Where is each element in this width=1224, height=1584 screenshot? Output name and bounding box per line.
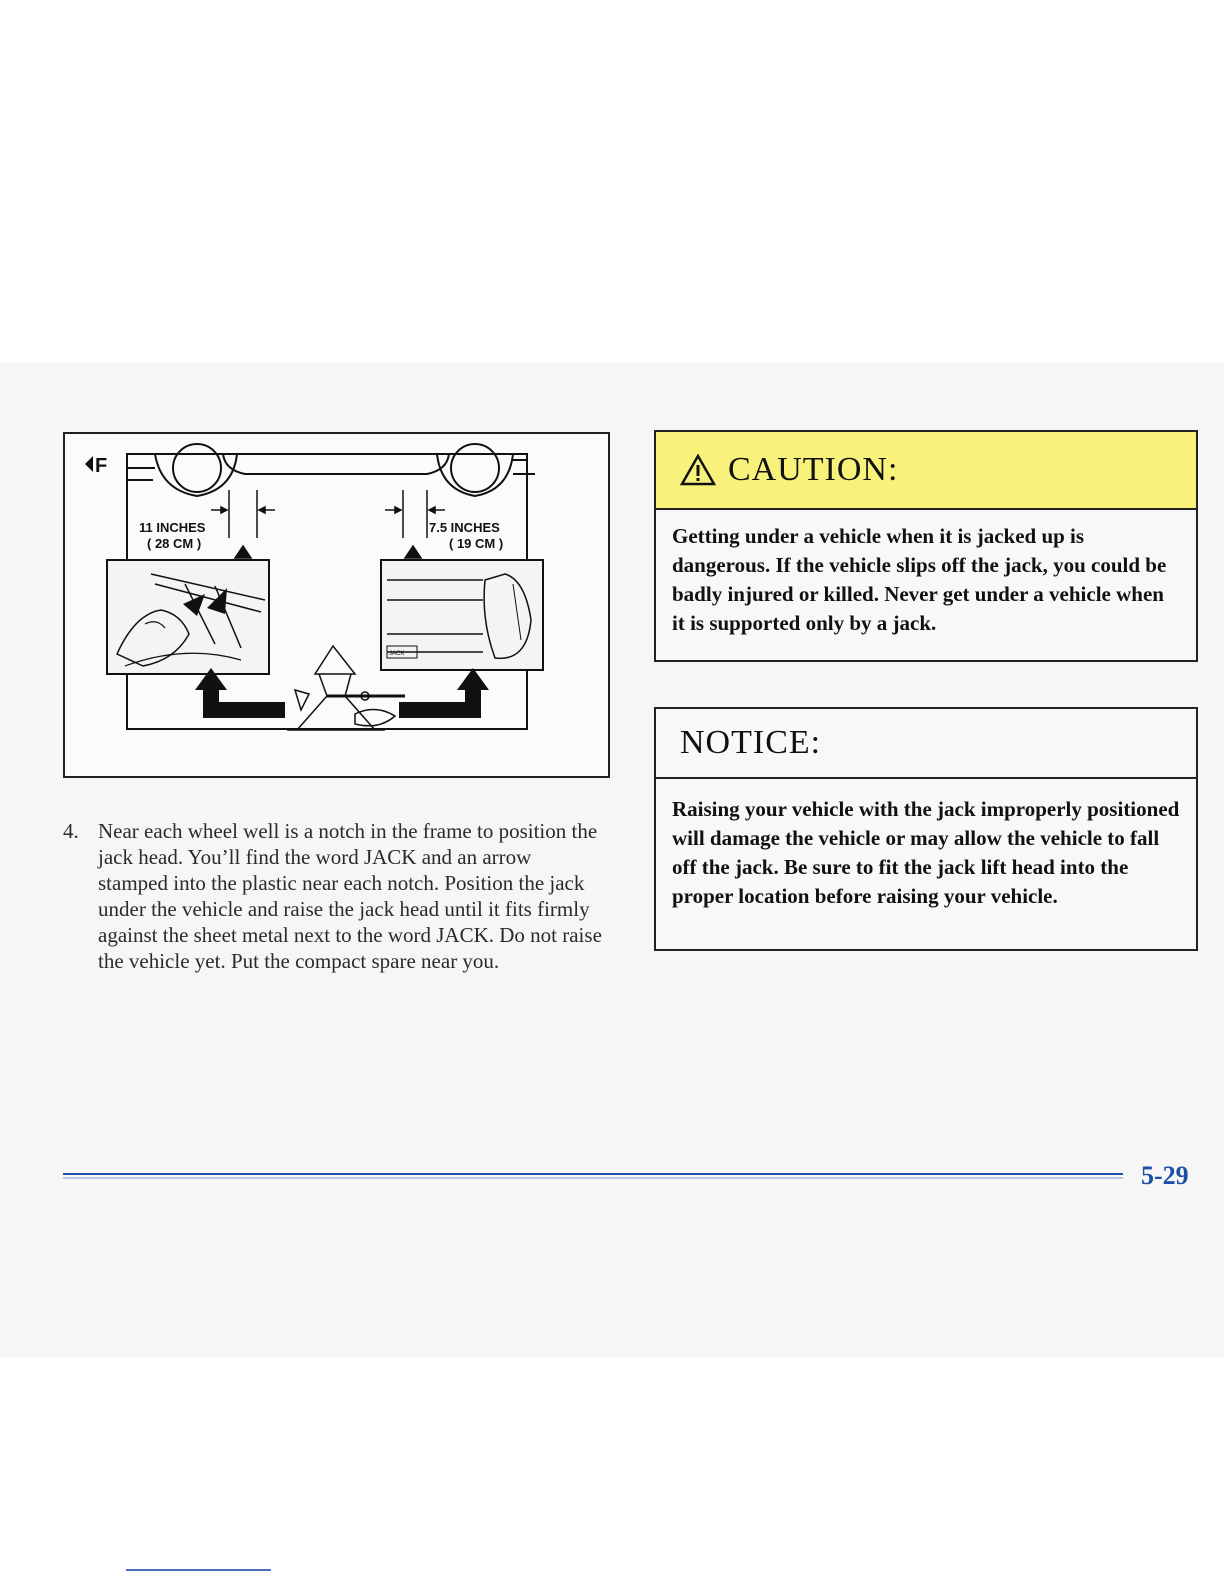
step-number: 4. xyxy=(63,819,79,843)
caution-text: Getting under a vehicle when it is jacked up is dangerous. If the vehicle slips off the jack, you could be badly injured or killed. Never get under a vehicle when it is supported only by a jack. xyxy=(672,524,1167,635)
front-arrow-icon xyxy=(85,456,93,472)
jack-stamp-label: JACK xyxy=(389,651,405,657)
footer-rule xyxy=(63,1173,1123,1179)
warning-triangle-icon xyxy=(680,454,716,486)
front-measure-cm: ( 28 CM ) xyxy=(147,536,202,551)
front-inset xyxy=(107,560,269,674)
caution-title: CAUTION: xyxy=(728,451,899,488)
caution-box xyxy=(654,430,1198,662)
notice-box xyxy=(654,707,1198,951)
bottom-rule xyxy=(126,1569,271,1571)
jacking-diagram xyxy=(63,432,610,778)
front-measure-inches: 11 INCHES xyxy=(139,520,206,535)
page-number: 5-29 xyxy=(1141,1161,1189,1190)
notice-text: Raising your vehicle with the jack improperly positioned will damage the vehicle or may allow the vehicle to fall off the jack. Be sure to fit the jack lift head into the proper location before raising your vehicle. xyxy=(672,797,1180,908)
rear-measure-cm: ( 19 CM ) xyxy=(449,536,504,551)
caution-header xyxy=(656,432,1196,510)
front-marker-label: F xyxy=(95,455,108,477)
rear-measure-inches: 7.5 INCHES xyxy=(429,520,500,535)
jacking-diagram-art xyxy=(65,434,608,776)
notice-title: NOTICE: xyxy=(680,724,822,761)
rear-inset xyxy=(381,560,543,670)
positioning-arrows xyxy=(195,668,489,718)
notice-header xyxy=(656,709,1196,779)
step-text: Near each wheel well is a notch in the frame to position the jack head. You’ll find the word JACK and an arrow stamped into the plastic near each notch. Position the jack under the vehicle and raise the jack head until it fits firmly against the sheet metal next to the word JACK. Do not raise the vehicle yet. Put the compact spare near you. xyxy=(98,819,602,973)
dimension-marks xyxy=(211,490,445,558)
